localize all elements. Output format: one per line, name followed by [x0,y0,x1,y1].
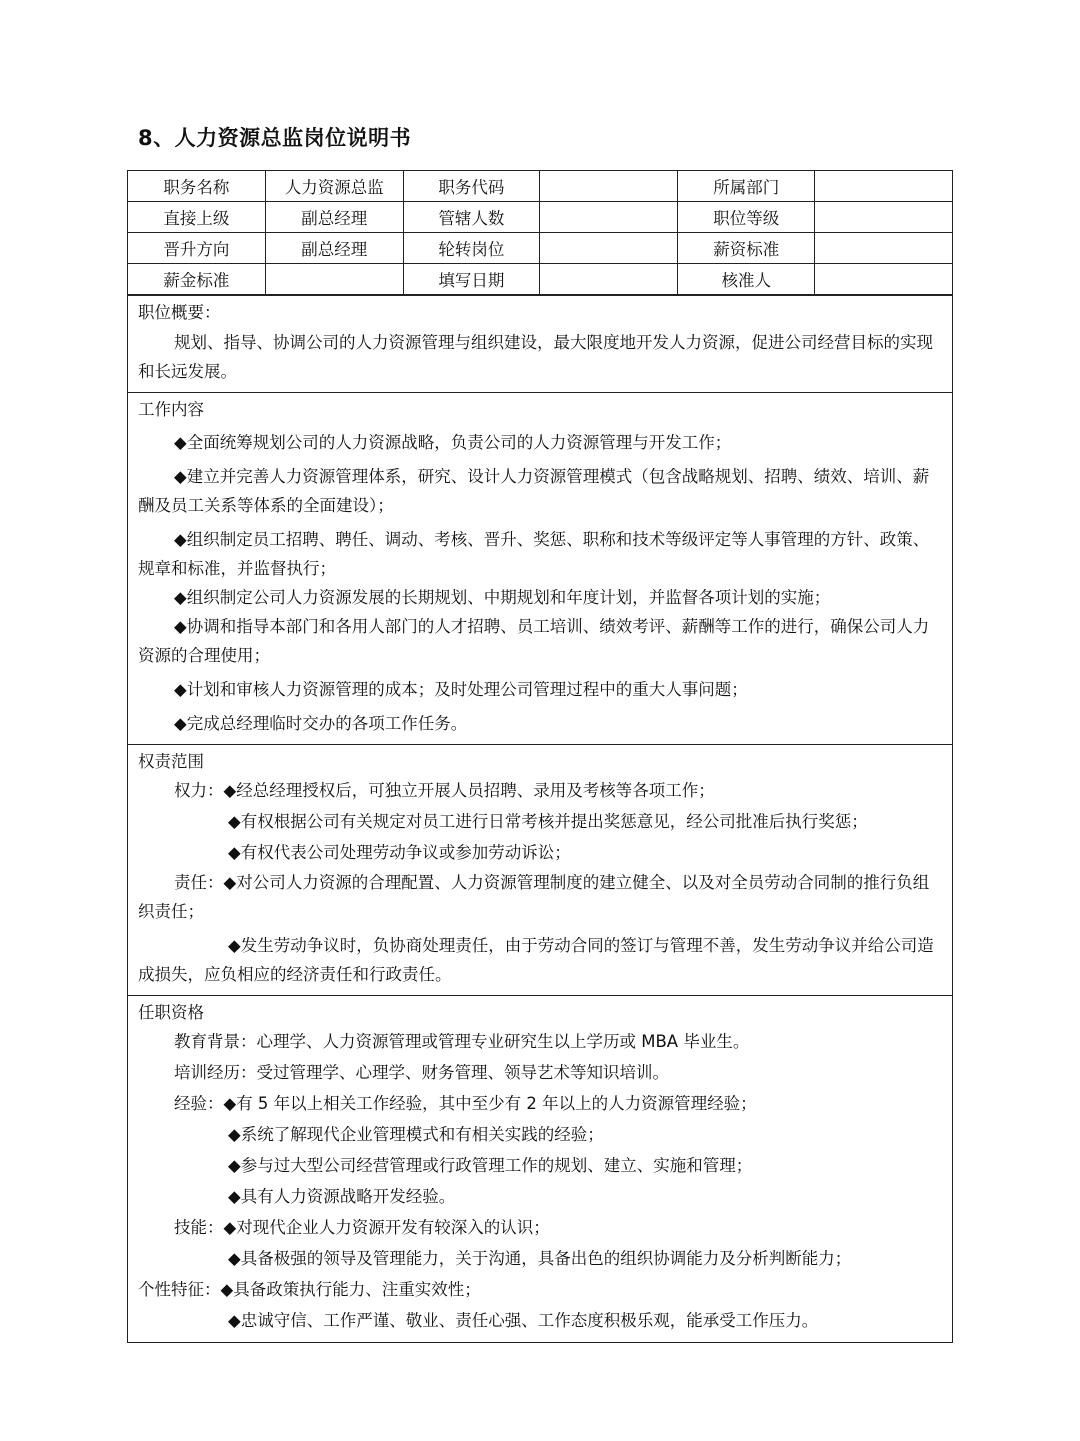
document-title: 8、人力资源总监岗位说明书 [138,126,412,150]
authority-section [128,744,952,995]
authority-title: 权责范围 [138,752,204,771]
label-salary-standard: 薪资标准 [678,233,815,264]
value-rotation [539,233,677,264]
value-department [815,171,952,202]
skill-item: ◆对现代企业人力资源开发有较深入的认识； [223,1218,550,1237]
label-department: 所属部门 [678,171,815,202]
value-pay-standard [265,264,403,295]
qualification-section [128,995,952,1342]
value-position-name: 人力资源总监 [265,171,403,202]
header-row-1 [128,171,952,202]
value-direct-superior: 副总经理 [265,202,403,233]
power-item: ◆经总经理授权后，可独立开展人员招聘、录用及考核等各项工作； [223,781,715,800]
qualification-title: 任职资格 [138,1003,204,1022]
label-position-grade: 职位等级 [678,202,815,233]
overview-section [128,295,952,392]
trait-label: 个性特征： [138,1280,221,1299]
label-subordinates: 管辖人数 [403,202,539,233]
value-fill-date [539,264,677,295]
header-row-4 [128,264,952,295]
skill-line [138,1212,944,1243]
work-item: ◆协调和指导本部门和各用人部门的人才招聘、员工培训、绩效考评、薪酬等工作的进行，确保公司人力资源的合理使用； [138,617,930,665]
experience-label: 经验： [174,1094,224,1113]
value-approver [815,264,952,295]
resp-item: ◆发生劳动争议时，负协商处理责任，由于劳动合同的签订与管理不善，发生劳动争议并给公司造成损失，应负相应的经济责任和行政责任。 [138,936,934,984]
work-item: ◆计划和审核人力资源管理的成本；及时处理公司管理过程中的重大人事问题； [174,680,748,699]
education-line: 教育背景：心理学、人力资源管理或管理专业研究生以上学历或 MBA 毕业生。 [174,1032,750,1051]
resp-label: 责任： [174,873,224,892]
header-row-3 [128,233,952,264]
value-position-code [539,171,677,202]
experience-item: ◆系统了解现代企业管理模式和有相关实践的经验； [228,1125,604,1144]
resp-line [138,868,944,926]
overview-text: 规划、指导、协调公司的人力资源管理与组织建设，最大限度地开发人力资源，促进公司经营目标的实现和长远发展。 [138,333,933,381]
label-fill-date: 填写日期 [403,264,539,295]
work-item: ◆全面统筹规划公司的人力资源战略，负责公司的人力资源管理与开发工作； [174,433,732,452]
job-description-table [127,170,953,1343]
skill-label: 技能： [174,1218,224,1237]
experience-item: ◆具有人力资源战略开发经验。 [228,1187,456,1206]
power-line [138,775,944,806]
value-position-grade [815,202,952,233]
work-item: ◆组织制定员工招聘、聘任、调动、考核、晋升、奖惩、职称和技术等级评定等人事管理的方针、政策、规章和标准，并监督执行； [138,530,930,578]
label-promotion: 晋升方向 [128,233,265,264]
label-pay-standard: 薪金标准 [128,264,265,295]
work-item: ◆建立并完善人力资源管理体系，研究、设计人力资源管理模式（包含战略规划、招聘、绩效、培训、薪酬及员工关系等体系的全面建设）； [138,467,930,515]
skill-item: ◆具备极强的领导及管理能力，关于沟通，具备出色的组织协调能力及分析判断能力； [228,1249,852,1268]
header-row-2 [128,202,952,233]
label-approver: 核准人 [678,264,815,295]
value-subordinates [539,202,677,233]
label-rotation: 轮转岗位 [403,233,539,264]
experience-line [138,1088,944,1119]
experience-item: ◆参与过大型公司经营管理或行政管理工作的规划、建立、实施和管理； [228,1156,753,1175]
header-info-table [128,171,952,295]
power-item: ◆有权代表公司处理劳动争议或参加劳动诉讼； [228,843,571,862]
overview-title: 职位概要： [138,303,221,322]
work-item: ◆完成总经理临时交办的各项工作任务。 [174,714,468,733]
trait-item: ◆具备政策执行能力、注重实效性； [220,1280,481,1299]
trait-line [138,1274,944,1305]
resp-item: ◆对公司人力资源的合理配置、人力资源管理制度的建立健全、以及对全员劳动合同制的推行负组织责任； [138,873,930,921]
label-position-name: 职务名称 [128,171,265,202]
work-item: ◆组织制定公司人力资源发展的长期规划、中期规划和年度计划，并监督各项计划的实施； [174,588,831,607]
trait-item: ◆忠诚守信、工作严谨、敬业、责任心强、工作态度积极乐观，能承受工作压力。 [228,1311,819,1330]
work-section [128,392,952,744]
power-label: 权力： [174,781,224,800]
label-direct-superior: 直接上级 [128,202,265,233]
value-salary-standard [815,233,952,264]
training-line: 培训经历：受过管理学、心理学、财务管理、领导艺术等知识培训。 [174,1063,669,1082]
power-item: ◆有权根据公司有关规定对员工进行日常考核并提出奖惩意见，经公司批准后执行奖惩； [228,812,868,831]
label-position-code: 职务代码 [403,171,539,202]
experience-item: ◆有 5 年以上相关工作经验，其中至少有 2 年以上的人力资源管理经验； [223,1094,757,1113]
work-title: 工作内容 [138,400,204,419]
value-promotion: 副总经理 [265,233,403,264]
